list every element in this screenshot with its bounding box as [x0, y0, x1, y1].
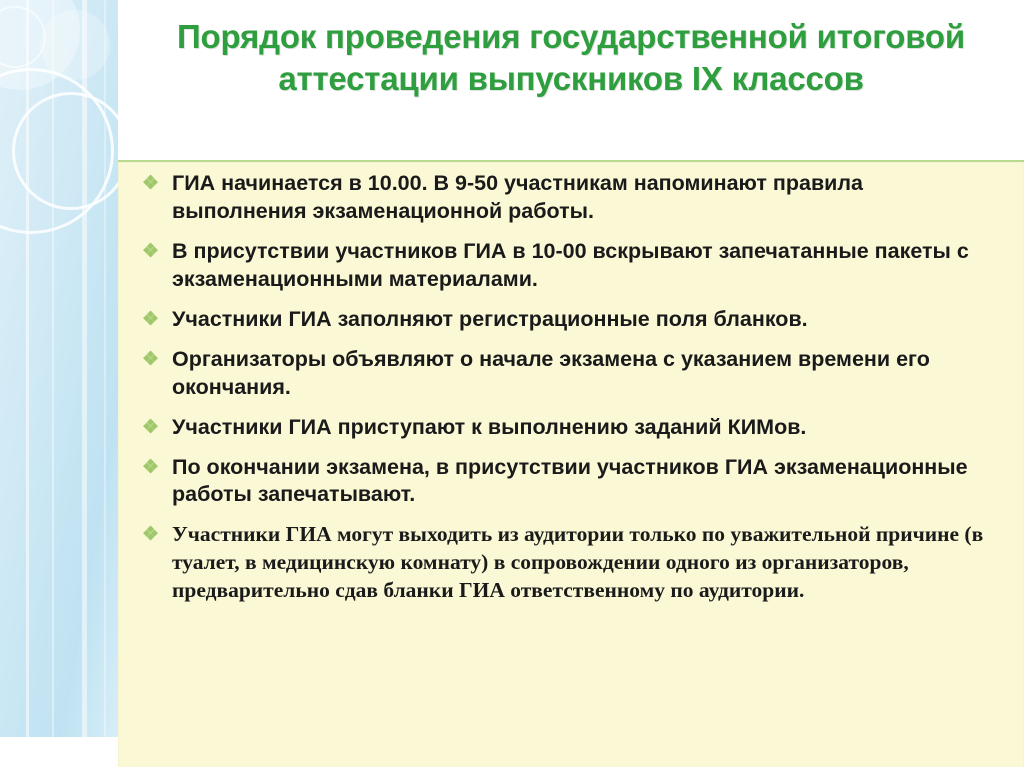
- bullet-icon: ❖: [142, 348, 160, 370]
- bullet-list: [130, 170, 994, 605]
- slide-title: Порядок проведения государственной итоговой аттестации выпускников IX классов: [177, 18, 965, 98]
- bullet-icon: ❖: [142, 173, 160, 194]
- list-item-text: Организаторы объявляют о начале экзамена с указанием времени его окончания.: [172, 346, 930, 399]
- list-item: [130, 170, 994, 226]
- bullet-icon: ❖: [142, 308, 160, 330]
- list-item-text: Участники ГИА приступают к выполнению заданий КИМов.: [172, 414, 807, 439]
- list-item-text: По окончании экзамена, в присутствии участников ГИА экзаменационные работы запечатывают.: [172, 454, 968, 507]
- decorative-stripe: [104, 0, 106, 767]
- list-item: [130, 346, 994, 402]
- decorative-stripe: [82, 0, 87, 767]
- decorative-stripe: [52, 0, 54, 767]
- list-item-text: В присутствии участников ГИА в 10-00 вскрывают запечатанные пакеты с экзаменационными материалами.: [172, 238, 969, 291]
- list-item: [130, 306, 994, 334]
- list-item: [130, 238, 994, 294]
- bullet-icon: ❖: [142, 240, 160, 262]
- bullet-icon: ❖: [142, 524, 160, 546]
- list-item: [130, 454, 994, 510]
- bullet-icon: ❖: [142, 416, 160, 438]
- list-item-text: ГИА начинается в 10.00. В 9-50 участникам напоминают правила выполнения экзаменационной работы.: [172, 171, 864, 223]
- decorative-stripe: [26, 0, 29, 767]
- content-panel: [118, 160, 1024, 767]
- decorative-corner: [0, 737, 118, 767]
- list-item: [130, 521, 994, 605]
- bullet-icon: ❖: [142, 456, 160, 478]
- title-panel: [118, 0, 1024, 160]
- decorative-left-band: [0, 0, 118, 767]
- list-item: [130, 414, 994, 442]
- list-item-text: Участники ГИА могут выходить из аудитории только по уважительной причине (в туалет, в медицинскую комнату) в сопровождении одного из организаторов, предварительно сдав бланки ГИА ответственному по аудитории.: [172, 522, 984, 603]
- list-item-text: Участники ГИА заполняют регистрационные поля бланков.: [172, 306, 808, 331]
